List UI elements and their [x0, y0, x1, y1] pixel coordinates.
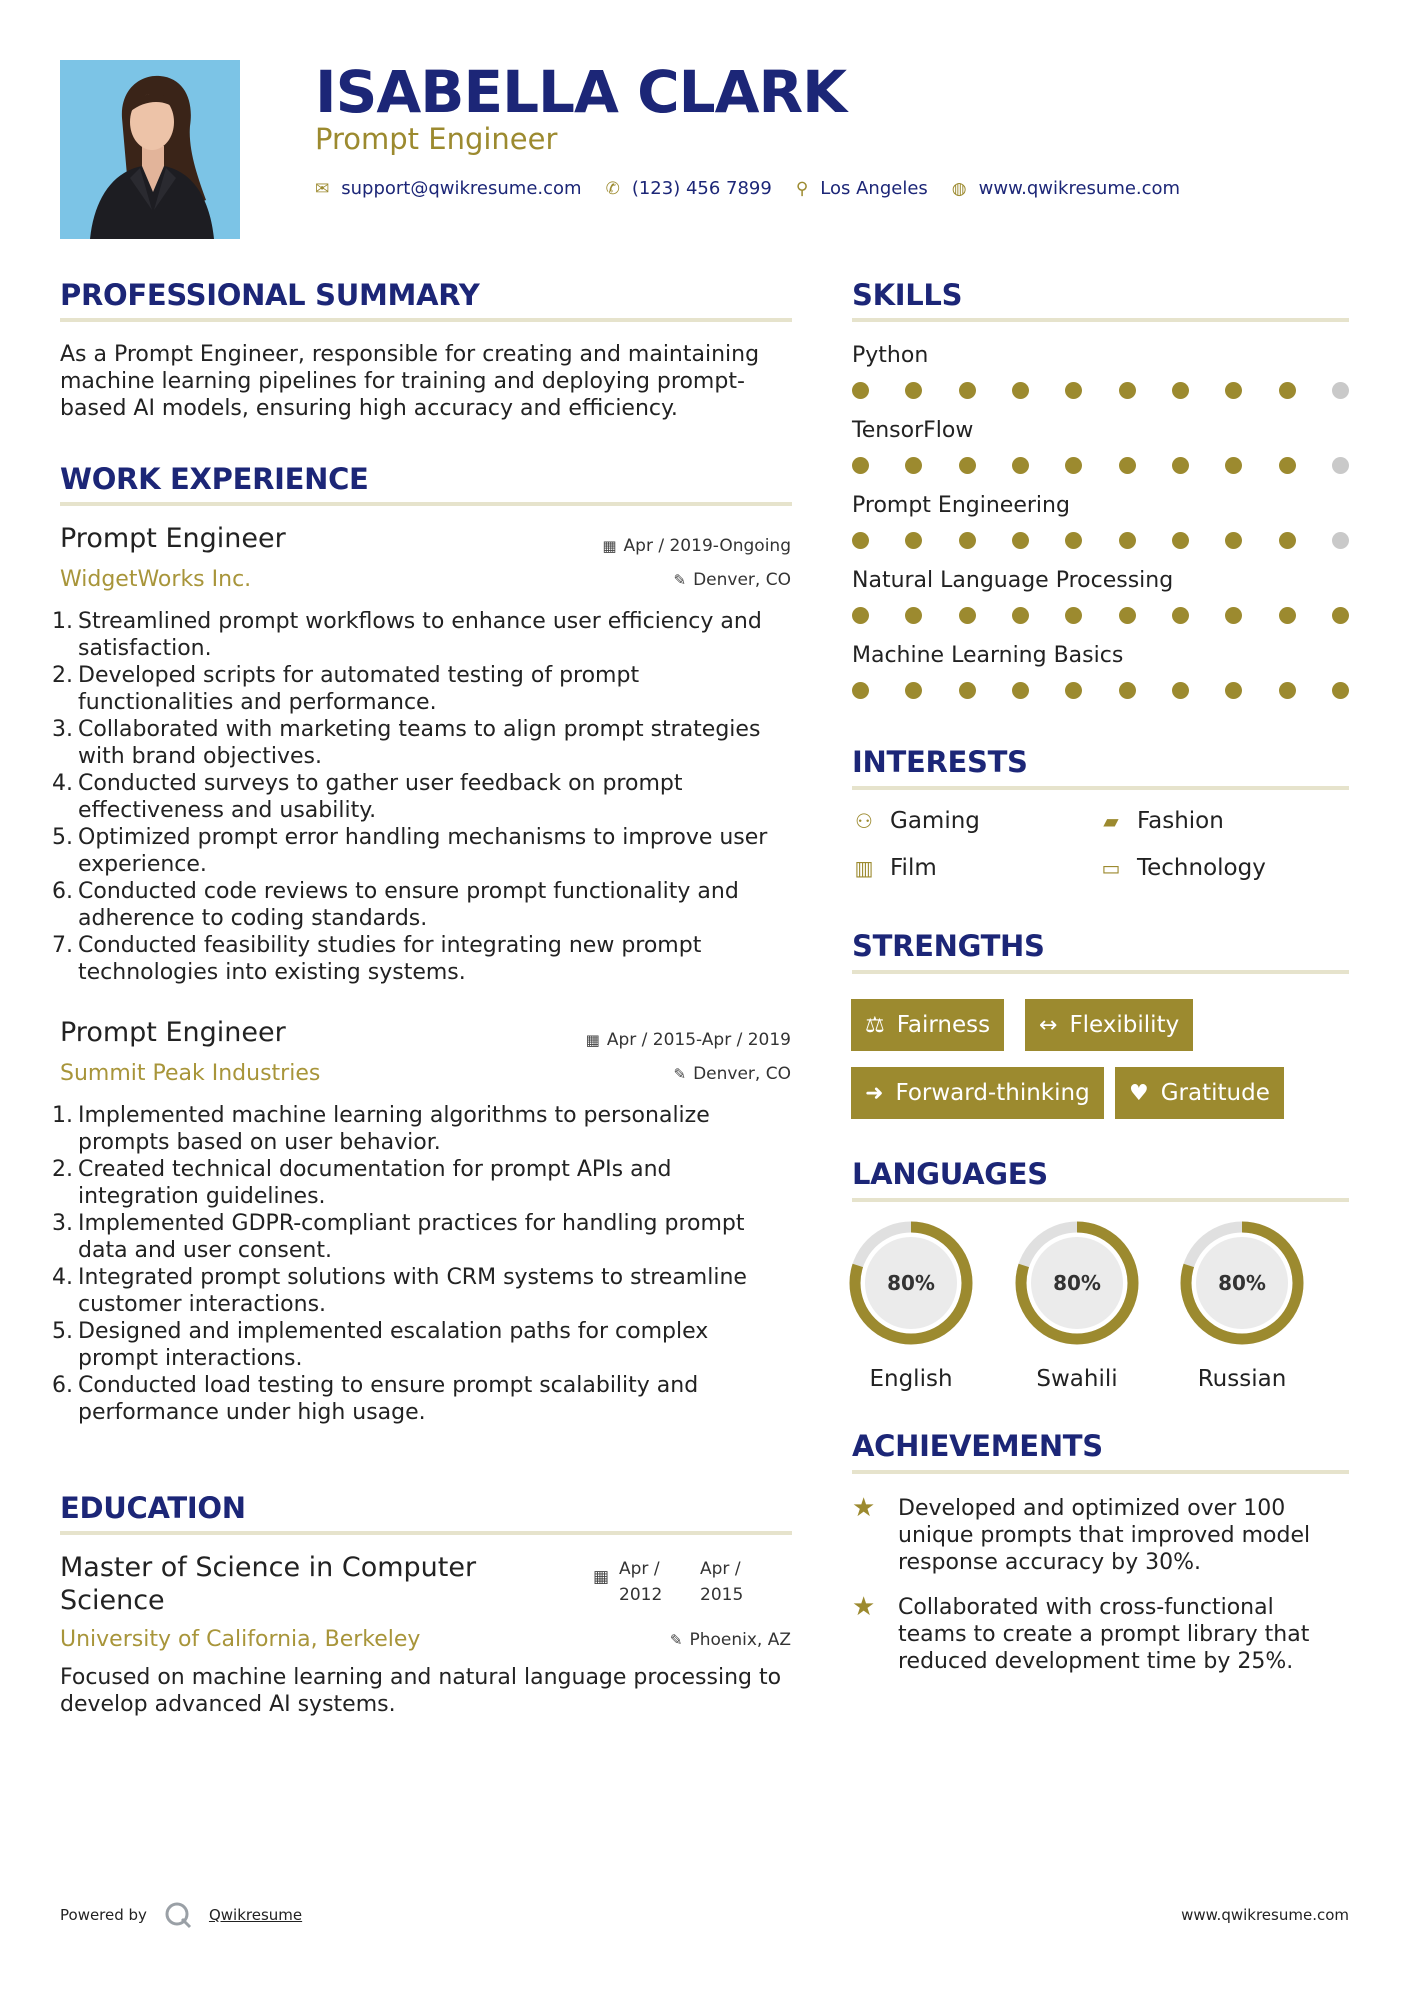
summary-text: As a Prompt Engineer, responsible for creating and maintaining machine learning pipelines for training and deploying prompt-based AI models, ensuring high accuracy and efficiency. [60, 342, 760, 421]
contact-location: Los Angeles [820, 178, 928, 199]
skill-dot-filled [1225, 532, 1242, 549]
skill-rating [852, 607, 1349, 624]
achievement-text: Collaborated with cross-functional teams to create a prompt library that reduced development time by 25%. [898, 1595, 1310, 1674]
skill-name: Natural Language Processing [852, 568, 1174, 593]
interests-heading: INTERESTS [852, 745, 1028, 779]
skill-dot-filled [959, 457, 976, 474]
skill-dot-filled [1012, 532, 1029, 549]
skill-dot-filled [1332, 607, 1349, 624]
skill-dot-filled [1172, 382, 1189, 399]
skill-rating [852, 457, 1349, 474]
powered-by-label: Powered by [60, 1906, 147, 1924]
skill-rating [852, 382, 1349, 399]
bullet-text: Designed and implemented escalation paths for complex prompt interactions. [78, 1319, 709, 1371]
list-item: 1. Streamlined prompt workflows to enhance user efficiency and satisfaction. [52, 609, 762, 661]
skill-dot-filled [1279, 532, 1296, 549]
job-dates-text: Apr / 2015-Apr / 2019 [606, 1030, 791, 1050]
bullet-text: Developed scripts for automated testing of prompt functionalities and performance. [78, 663, 640, 715]
interest-item [1099, 808, 1224, 834]
job-location-text: Denver, CO [693, 1064, 791, 1084]
skill-dot-filled [1279, 682, 1296, 699]
strength-tag [1115, 1067, 1284, 1119]
pin-icon: ✎ [669, 1631, 683, 1649]
language-ring [1012, 1218, 1142, 1348]
brand-link[interactable]: Qwikresume [208, 1906, 303, 1924]
bullet-text: Integrated prompt solutions with CRM systems to streamline customer interactions. [78, 1265, 747, 1317]
strength-label: Fairness [896, 1012, 991, 1038]
star-icon: ★ [852, 1493, 876, 1523]
skill-dot-filled [905, 607, 922, 624]
skill-dot-filled [1279, 382, 1296, 399]
list-item: 6. Conducted code reviews to ensure prompt functionality and adherence to coding standards. [52, 879, 739, 931]
strength-tag [851, 999, 1004, 1051]
balance-scale-icon: ⚖ [865, 1012, 885, 1038]
strength-label: Forward-thinking [895, 1080, 1090, 1106]
strengths-heading: STRENGTHS [852, 929, 1045, 963]
list-item: 7. Conducted feasibility studies for integrating new prompt technologies into existing systems. [52, 933, 702, 985]
skill-dot-filled [905, 532, 922, 549]
skill-dot-filled [1225, 457, 1242, 474]
skill-dot-filled [1119, 682, 1136, 699]
strength-tag [851, 1067, 1104, 1119]
skill-dot-filled [1012, 682, 1029, 699]
interest-item [852, 808, 980, 834]
skill-dot-filled [1065, 457, 1082, 474]
list-item: 6. Conducted load testing to ensure prompt scalability and performance under high usage. [52, 1373, 699, 1425]
strength-label: Gratitude [1160, 1080, 1270, 1106]
footer-powered-by [60, 1900, 302, 1930]
bullet-text: Collaborated with marketing teams to align prompt strategies with brand objectives. [78, 717, 761, 769]
skill-dot-filled [1172, 457, 1189, 474]
experience-divider [60, 502, 792, 506]
skill-dot-filled [959, 532, 976, 549]
language-ring [846, 1218, 976, 1348]
candidate-name: ISABELLA CLARK [315, 58, 847, 126]
person-photo-illustration [60, 60, 240, 239]
job-dates [586, 1030, 791, 1050]
skill-dot-filled [852, 532, 869, 549]
skill-dot-filled [905, 682, 922, 699]
contact-bar [315, 178, 1204, 199]
strength-tag [1025, 999, 1193, 1051]
skill-name: Python [852, 343, 929, 368]
summary-heading: PROFESSIONAL SUMMARY [60, 278, 480, 312]
list-item: 5. Designed and implemented escalation paths for complex prompt interactions. [52, 1319, 709, 1371]
language-item [1012, 1218, 1142, 1392]
bullet-text: Implemented GDPR-compliant practices for handling prompt data and user consent. [78, 1211, 745, 1263]
star-icon: ★ [852, 1592, 876, 1622]
skill-dot-filled [1012, 382, 1029, 399]
qwikresume-logo-icon [163, 1900, 193, 1930]
calendar-icon: ▦ [585, 1031, 600, 1049]
contact-phone[interactable]: (123) 456 7899 [631, 178, 772, 199]
skill-dot-filled [1119, 607, 1136, 624]
education-heading: EDUCATION [60, 1491, 246, 1525]
heart-icon: ♥ [1129, 1080, 1149, 1106]
language-item [1177, 1218, 1307, 1392]
achievement-item [852, 1594, 1349, 1675]
summary-divider [60, 318, 792, 322]
gamepad-icon: ⚇ [855, 809, 873, 833]
bullet-text: Created technical documentation for prompt APIs and integration guidelines. [78, 1157, 672, 1209]
skill-dot-filled [1065, 382, 1082, 399]
interests-divider [852, 786, 1349, 790]
skill-dot-empty [1332, 457, 1349, 474]
job-company: Summit Peak Industries [60, 1061, 321, 1086]
language-ring [1177, 1218, 1307, 1348]
bullet-text: Streamlined prompt workflows to enhance user efficiency and satisfaction. [78, 609, 762, 661]
bullet-text: Conducted surveys to gather user feedback on prompt effectiveness and usability. [78, 771, 683, 823]
skill-dot-filled [905, 457, 922, 474]
interest-item [852, 855, 937, 881]
education-description: Focused on machine learning and natural language processing to develop advanced AI systems. [60, 1665, 782, 1717]
skill-dot-filled [1065, 682, 1082, 699]
skill-dot-filled [959, 607, 976, 624]
achievements-heading: ACHIEVEMENTS [852, 1429, 1103, 1463]
interest-label: Technology [1137, 855, 1266, 881]
profile-photo [60, 60, 240, 239]
skill-name: Machine Learning Basics [852, 643, 1124, 668]
skill-dot-filled [1279, 457, 1296, 474]
skill-dot-filled [1119, 532, 1136, 549]
skill-name: Prompt Engineering [852, 493, 1070, 518]
list-item: 2. Developed scripts for automated testing of prompt functionalities and performance. [52, 663, 640, 715]
envelope-icon: ✉ [315, 178, 330, 199]
degree-title: Master of Science in Computer Science [60, 1552, 477, 1616]
skill-dot-filled [959, 682, 976, 699]
achievement-text: Developed and optimized over 100 unique prompts that improved model response accuracy by 30%. [898, 1496, 1311, 1575]
calendar-icon: ▦ [602, 537, 617, 555]
pin-icon: ✎ [673, 571, 687, 589]
laptop-icon: ▭ [1101, 856, 1121, 880]
language-percent: 80% [887, 1271, 935, 1295]
experience-heading: WORK EXPERIENCE [60, 462, 369, 496]
skill-dot-filled [1012, 457, 1029, 474]
skill-dot-filled [1065, 607, 1082, 624]
skills-heading: SKILLS [852, 278, 963, 312]
arrow-right-icon: ➜ [865, 1080, 884, 1106]
education-divider [60, 1531, 792, 1535]
list-item: 1. Implemented machine learning algorithms to personalize prompts based on user behavior. [52, 1103, 710, 1155]
skill-dot-filled [852, 382, 869, 399]
job-location-text: Denver, CO [693, 570, 791, 590]
achievement-item [852, 1495, 1349, 1576]
skill-dot-filled [1225, 682, 1242, 699]
school-name: University of California, Berkeley [60, 1627, 421, 1652]
skill-dot-filled [959, 382, 976, 399]
language-item [846, 1218, 976, 1392]
skill-dot-filled [1332, 682, 1349, 699]
achievements-divider [852, 1470, 1349, 1474]
film-icon: ▥ [854, 856, 874, 880]
languages-heading: LANGUAGES [852, 1157, 1048, 1191]
skill-dot-filled [1065, 532, 1082, 549]
skill-dot-filled [1172, 532, 1189, 549]
contact-website[interactable]: www.qwikresume.com [978, 178, 1181, 199]
job-title: Prompt Engineer [60, 1017, 286, 1048]
globe-icon: ◍ [951, 178, 967, 199]
list-item: 4. Integrated prompt solutions with CRM systems to streamline customer interactions. [52, 1265, 747, 1317]
education-end: Apr / 2015 [700, 1559, 744, 1605]
skill-dot-filled [1279, 607, 1296, 624]
skill-dot-filled [1172, 607, 1189, 624]
skill-rating [852, 532, 1349, 549]
bullet-text: Conducted code reviews to ensure prompt functionality and adherence to coding standards. [78, 879, 739, 931]
interest-label: Film [890, 855, 937, 881]
pin-icon: ✎ [673, 1065, 687, 1083]
phone-icon: ✆ [605, 178, 620, 199]
education-location [670, 1630, 791, 1650]
skill-dot-filled [1119, 382, 1136, 399]
shopping-bag-icon: ▰ [1103, 809, 1119, 833]
bullet-text: Conducted feasibility studies for integrating new prompt technologies into existing systems. [78, 933, 702, 985]
list-item: 2. Created technical documentation for prompt APIs and integration guidelines. [52, 1157, 672, 1209]
list-item: 3. Implemented GDPR-compliant practices for handling prompt data and user consent. [52, 1211, 745, 1263]
job-bullets [52, 1102, 792, 1426]
skill-name: TensorFlow [852, 418, 974, 443]
language-percent: 80% [1218, 1271, 1266, 1295]
skill-rating [852, 682, 1349, 699]
job-location [674, 570, 791, 590]
language-percent: 80% [1053, 1271, 1101, 1295]
skill-dot-filled [1225, 607, 1242, 624]
skill-dot-filled [852, 457, 869, 474]
job-company: WidgetWorks Inc. [60, 567, 252, 592]
candidate-title: Prompt Engineer [315, 122, 558, 156]
list-item: 4. Conducted surveys to gather user feedback on prompt effectiveness and usability. [52, 771, 683, 823]
bullet-text: Conducted load testing to ensure prompt scalability and performance under high usage. [78, 1373, 699, 1425]
strengths-divider [852, 970, 1349, 974]
language-name: English [869, 1366, 953, 1392]
skills-divider [852, 318, 1349, 322]
bullet-text: Implemented machine learning algorithms to personalize prompts based on user behavior. [78, 1103, 710, 1155]
job-bullets [52, 608, 792, 986]
map-marker-icon: ⚲ [795, 178, 809, 199]
education-start: Apr / 2012 [619, 1559, 663, 1605]
job-dates [602, 536, 791, 556]
language-name: Russian [1197, 1366, 1287, 1392]
language-name: Swahili [1036, 1366, 1118, 1392]
bullet-text: Optimized prompt error handling mechanisms to improve user experience. [78, 825, 768, 877]
skill-dot-filled [1225, 382, 1242, 399]
languages-divider [852, 1198, 1349, 1202]
strength-label: Flexibility [1069, 1012, 1180, 1038]
footer-url[interactable]: www.qwikresume.com [1181, 1906, 1349, 1924]
skill-dot-filled [1119, 457, 1136, 474]
skill-dot-filled [905, 382, 922, 399]
interest-label: Fashion [1137, 808, 1224, 834]
arrows-horizontal-icon: ↔ [1039, 1012, 1058, 1038]
job-title: Prompt Engineer [60, 523, 286, 554]
skill-dot-empty [1332, 532, 1349, 549]
list-item: 3. Collaborated with marketing teams to align prompt strategies with brand objectives. [52, 717, 761, 769]
skill-dot-filled [1012, 607, 1029, 624]
interest-item [1099, 855, 1266, 881]
skill-dot-empty [1332, 382, 1349, 399]
list-item: 5. Optimized prompt error handling mechanisms to improve user experience. [52, 825, 768, 877]
calendar-icon: ▦ [593, 1567, 610, 1587]
skill-dot-filled [852, 682, 869, 699]
contact-email[interactable]: support@qwikresume.com [341, 178, 582, 199]
job-location [674, 1064, 791, 1084]
interest-label: Gaming [890, 808, 980, 834]
job-dates-text: Apr / 2019-Ongoing [623, 536, 791, 556]
skill-dot-filled [852, 607, 869, 624]
education-location-text: Phoenix, AZ [689, 1630, 791, 1650]
skill-dot-filled [1172, 682, 1189, 699]
